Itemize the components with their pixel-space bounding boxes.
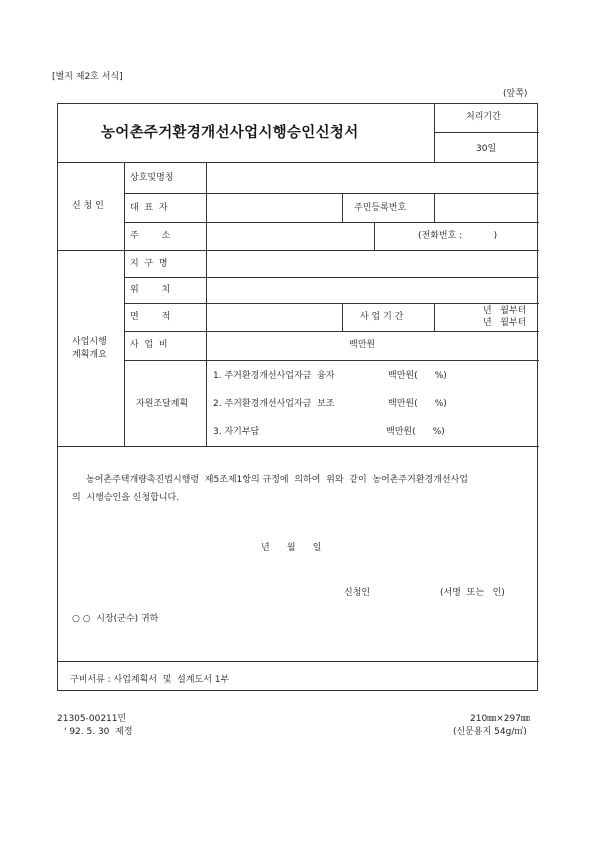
application-date: 년 월 일 (261, 543, 322, 553)
plan-section-label-2: 계획개요 (72, 350, 107, 360)
funding-item-1: 1. 주거환경개선사업자금 융자 (213, 371, 335, 381)
recipient: ○ ○ 시장(군수) 귀하 (72, 614, 159, 624)
location-label: 위 치 (130, 285, 171, 295)
funding-amount-3: 백만원( %) (386, 427, 445, 437)
project-cost-unit: 백만원 (349, 340, 376, 350)
project-period-from-1: 년 월부터 (483, 306, 527, 316)
processing-period-value: 30일 (476, 144, 497, 154)
project-period-label: 사 업 기 간 (360, 312, 404, 322)
enactment-date: ' 92. 5. 30 제정 (64, 727, 133, 737)
signature-or-seal: (서명 또는 인) (440, 588, 505, 598)
form-number: [별지 제2호 서식] (52, 72, 123, 82)
paper-type: (신문용지 54g/㎡) (453, 727, 527, 737)
district-name-label: 지 구 명 (130, 259, 168, 269)
applicant-signature-label: 신청인 (344, 588, 371, 598)
funding-plan-label: 자원조달계획 (136, 399, 189, 409)
statement-line-2: 의 시행승인을 신청합니다. (72, 493, 180, 503)
form-title: 농어촌주거환경개선사업시행승인신청서 (101, 125, 359, 141)
funding-item-2: 2. 주거환경개선사업자금 보조 (213, 399, 335, 409)
address-label: 주 소 (130, 231, 171, 241)
project-cost-label: 사 업 비 (130, 340, 168, 350)
form-code: 21305-00211민 (57, 714, 127, 724)
page-side-label: (앞쪽) (503, 89, 528, 99)
funding-item-3: 3. 자기부담 (213, 427, 260, 437)
processing-period-label: 처리기간 (466, 112, 501, 122)
area-label: 면 적 (130, 312, 171, 322)
statement-line-1: 농어촌주택개량촉진법시행령 제5조제1항의 규정에 의하여 위와 같이 농어촌주거환경개선사업 (86, 475, 468, 485)
application-form (57, 103, 538, 691)
funding-amount-2: 백만원( %) (388, 399, 447, 409)
required-documents: 구비서류 : 사업계획서 및 설계도서 1부 (70, 675, 230, 685)
phone-label: (전화번호 : ) (418, 231, 498, 241)
paper-size: 210㎜×297㎜ (470, 714, 530, 724)
plan-section-label-1: 사업시행 (72, 337, 107, 347)
project-period-from-2: 년 월부터 (483, 318, 527, 328)
representative-label: 대 표 자 (130, 203, 168, 213)
resident-reg-no-label: 주민등록번호 (354, 203, 407, 213)
applicant-section-label: 신 청 인 (72, 201, 104, 211)
company-name-label: 상호및명칭 (130, 173, 174, 183)
funding-amount-1: 백만원( %) (388, 371, 447, 381)
